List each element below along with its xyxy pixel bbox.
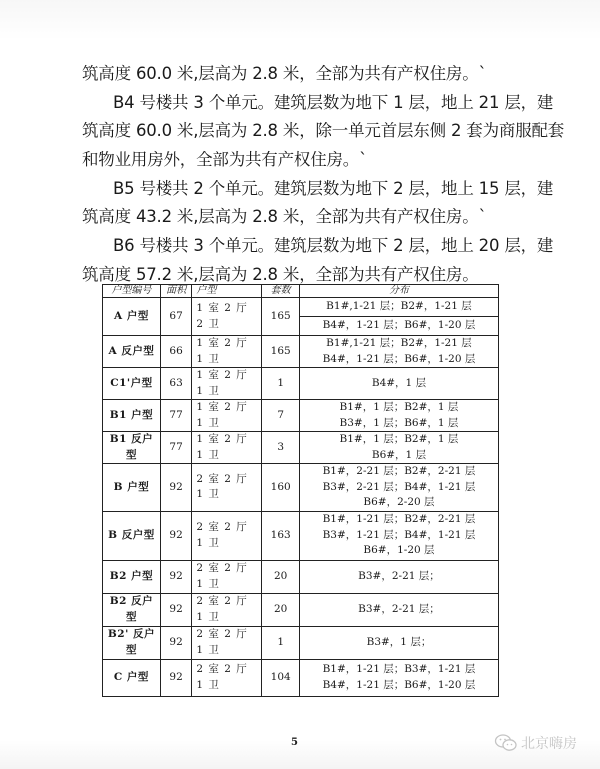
cell-area: 92 — [160, 659, 191, 696]
header-code: 户型编号 — [103, 285, 161, 298]
distribution-line: B6#，1-20 层 — [363, 544, 435, 557]
cell-layout: 2 室 2 厅 1 卫 — [192, 464, 262, 512]
table-row — [103, 626, 499, 659]
cell-unit-code: B2' 反户型 — [103, 626, 161, 659]
table-row — [103, 432, 499, 464]
paragraph-line: 和物业用房外，全部为共有产权住房。` — [82, 150, 368, 170]
cell-area: 92 — [160, 511, 191, 560]
distribution-line: B3#，1 层；B6#，1 层 — [339, 416, 459, 429]
cell-distribution — [299, 626, 498, 659]
distribution-line: B3#，1-21 层；B4#，1-21 层 — [322, 528, 476, 541]
distribution-line: B3#，2-21 层； — [358, 602, 440, 615]
paragraph-line: 筑高度 60.0 米,层高为 2.8 米，全部为共有产权住房。` — [82, 64, 487, 83]
cell-area: 66 — [160, 336, 191, 368]
cell-layout: 1 室 2 厅 1 卫 — [192, 400, 262, 432]
paragraph-line: 筑高度 43.2 米,层高为 2.8 米，全部为共有产权住房。` — [82, 207, 487, 227]
distribution-line: B1#，1-21 层；B3#，1-21 层 — [322, 663, 476, 675]
distribution-line: B1#，1 层；B2#，1 层 — [339, 401, 459, 413]
cell-layout: 2 室 2 厅 1 卫 — [192, 560, 262, 593]
cell-area: 92 — [160, 626, 191, 659]
cell-unit-code: B 反户型 — [103, 511, 161, 560]
cell-distribution — [299, 560, 498, 593]
distribution-line: B3#，2-21 层； — [358, 569, 440, 582]
cell-count: 3 — [262, 432, 300, 464]
unit-type-table — [102, 284, 499, 697]
body-paragraphs — [82, 60, 565, 290]
cell-count: 20 — [262, 560, 300, 593]
cell-unit-code: A 户型 — [103, 298, 161, 336]
cell-unit-code: A 反户型 — [103, 336, 161, 368]
header-layout: 户型 — [192, 285, 262, 298]
distribution-line: B1#，2-21 层；B2#，2-21 层 — [322, 465, 476, 477]
header-count: 套数 — [262, 285, 300, 298]
paragraph-line-b5: B5 号楼共 2 个单元。建筑层数为地下 2 层，地上 15 层，建 — [113, 178, 554, 198]
cell-distribution: B1#,1-21 层；B2#，1-21 层 — [299, 298, 498, 317]
cell-unit-code: C 户型 — [103, 659, 161, 696]
cell-count: 165 — [262, 336, 300, 368]
cell-unit-code: B2 反户型 — [103, 593, 161, 626]
header-area: 面积 — [160, 285, 191, 298]
cell-distribution — [299, 593, 498, 626]
cell-unit-code: C1'户型 — [103, 368, 161, 400]
cell-count: 7 — [262, 400, 300, 432]
paragraph-line: 筑高度 60.0 米,层高为 2.8 米，除一单元首层东侧 2 套为商服配套 — [82, 121, 565, 141]
watermark-text: 北京嗨房 — [521, 736, 577, 752]
table-header-row — [103, 285, 499, 298]
cell-layout: 1 室 2 厅 2 卫 — [192, 298, 262, 336]
table-row — [103, 298, 499, 317]
cell-count: 104 — [262, 659, 300, 696]
cell-area: 92 — [160, 593, 191, 626]
wechat-icon — [494, 734, 518, 752]
table-row — [103, 560, 499, 593]
distribution-line: B1#，1 层；B2#，1 层 — [339, 433, 459, 445]
distribution-line: B1#，1-21 层；B2#，2-21 层 — [322, 513, 476, 526]
cell-layout: 1 室 2 厅 1 卫 — [192, 368, 262, 400]
cell-distribution — [299, 511, 498, 560]
cell-area: 63 — [160, 368, 191, 400]
table-row — [103, 593, 499, 626]
cell-unit-code: B2 户型 — [103, 560, 161, 593]
distribution-line: B1#,1-21 层；B2#，1-21 层 — [326, 337, 472, 349]
distribution-line: B4#，1 层 — [371, 376, 427, 389]
table-row — [103, 659, 499, 696]
cell-distribution — [299, 336, 498, 368]
distribution-line: B3#，2-21 层；B4#，1-21 层 — [322, 480, 476, 493]
cell-layout: 2 室 2 厅 1 卫 — [192, 659, 262, 696]
table-row — [103, 400, 499, 432]
distribution-line: B3#，1 层； — [366, 635, 432, 648]
cell-area: 77 — [160, 432, 191, 464]
cell-distribution: B4#，1-21 层；B6#，1-20 层 — [299, 317, 498, 336]
table-body — [103, 298, 499, 697]
cell-count: 165 — [262, 298, 300, 336]
distribution-line: B4#，1-21 层；B6#，1-20 层 — [322, 352, 476, 365]
table-row — [103, 511, 499, 560]
distribution-line: B6#，2-20 层 — [363, 496, 435, 508]
cell-unit-code: B1 户型 — [103, 400, 161, 432]
cell-layout: 2 室 2 厅 1 卫 — [192, 593, 262, 626]
cell-area: 92 — [160, 464, 191, 512]
paragraph-line-b6: B6 号楼共 3 个单元。建筑层数为地下 2 层，地上 20 层，建 — [113, 236, 554, 256]
table-row — [103, 336, 499, 368]
cell-unit-code: B 户型 — [103, 464, 161, 512]
header-distribution: 分布 — [299, 285, 498, 298]
watermark — [494, 733, 577, 753]
distribution-line: B6#，1 层 — [371, 448, 427, 461]
cell-distribution — [299, 659, 498, 696]
cell-count: 163 — [262, 511, 300, 560]
cell-count: 1 — [262, 368, 300, 400]
cell-area: 92 — [160, 560, 191, 593]
cell-unit-code: B1 反户型 — [103, 432, 161, 464]
cell-distribution — [299, 400, 498, 432]
cell-layout: 2 室 2 厅 1 卫 — [192, 626, 262, 659]
cell-count: 20 — [262, 593, 300, 626]
cell-area: 67 — [160, 298, 191, 336]
paragraph-line-b4: B4 号楼共 3 个单元。建筑层数为地下 1 层，地上 21 层，建 — [113, 92, 554, 112]
table-row — [103, 464, 499, 512]
paragraph-line: 筑高度 57.2 米,层高为 2.8 米，全部为共有产权住房。 — [82, 264, 479, 284]
cell-layout: 1 室 2 厅 1 卫 — [192, 432, 262, 464]
cell-distribution — [299, 464, 498, 512]
distribution-line: B4#，1-21 层；B6#，1-20 层 — [322, 678, 476, 691]
cell-count: 1 — [262, 626, 300, 659]
page-number: 5 — [291, 737, 298, 748]
cell-count: 160 — [262, 464, 300, 512]
cell-layout: 1 室 2 厅 1 卫 — [192, 336, 262, 368]
cell-distribution — [299, 432, 498, 464]
cell-distribution — [299, 368, 498, 400]
table-row — [103, 368, 499, 400]
cell-area: 77 — [160, 400, 191, 432]
cell-layout: 2 室 2 厅 1 卫 — [192, 511, 262, 560]
